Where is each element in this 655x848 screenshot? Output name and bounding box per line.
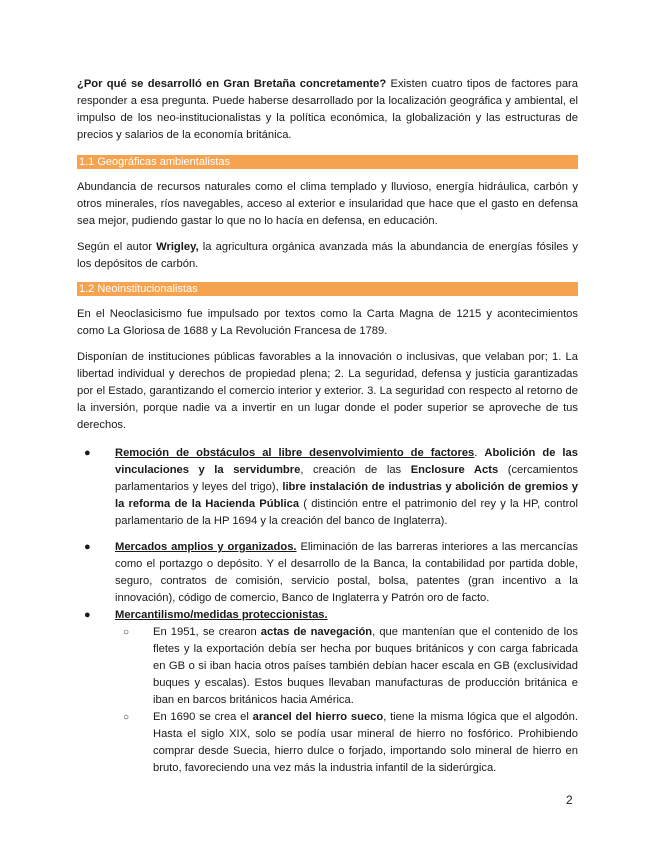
- bold-run: Abolición de las vinculaciones y la servidumbre: [115, 447, 578, 476]
- text-run: , tiene la misma lógica que el algodón. Hasta el siglo XIX, solo se podía usar mineral de hierro no fosfórico. Prohibiendo comprar desde Suecia, hierro dulce o forjado, importando solo mineral de hierro en bruto, favoreciendo una vez más la industria infantil de la siderúrgica.: [153, 711, 578, 774]
- text-run: , creación de las: [300, 464, 411, 476]
- bullet-title: Remoción de obstáculos al libre desenvolvimiento de factores: [115, 447, 475, 459]
- bold-run: libre instalación de industrias y abolición de gremios y la reforma de la Hacienda Pública: [115, 481, 579, 510]
- intro-text: Existen cuatro tipos de factores para responder a esa pregunta. Puede haberse desarrollado por la localización geográfica y ambiental, el impulso de los neo-institucionalistas y la política económica, la globalización y las estructuras de precios y salarios de la economía británica.: [77, 78, 578, 141]
- author-name: Wrigley,: [156, 241, 199, 253]
- bullet-title: Mercados amplios y organizados.: [115, 541, 297, 553]
- bold-run: actas de navegación: [260, 626, 373, 638]
- sub-item-arancel: [115, 709, 578, 777]
- list-item-mercados: [77, 539, 578, 607]
- geo-p2-end: la agricultura orgánica avanzada más la abundancia de energías fósiles y los depósitos de carbón.: [77, 241, 578, 270]
- section-heading-geograficas: 1.1 Geográficas ambientalistas: [77, 155, 578, 169]
- document-page: [77, 76, 578, 777]
- geo-paragraph-2: [77, 239, 578, 273]
- intro-question: ¿Por qué se desarrolló en Gran Bretaña concretamente?: [77, 78, 387, 90]
- sub-bullet-icon: ○: [123, 627, 130, 638]
- text-run: (cercamientos parlamentarios y leyes del trigo),: [115, 464, 578, 493]
- neo-paragraph-1: En el Neoclasicismo fue impulsado por textos como la Carta Magna de 1215 y acontecimientos como La Gloriosa de 1688 y La Revolución Francesa de 1789.: [77, 308, 578, 337]
- list-item-mercantilismo: [77, 607, 578, 624]
- geo-paragraph-1: Abundancia de recursos naturales como el clima templado y lluvioso, energía hidráulica, carbón y otros minerales, ríos navegables, acceso al exterior e insularidad que hace que el gasto en defensa sea mejor, pudiendo gastar lo que no lo hacía en defensa, en educación.: [77, 181, 578, 227]
- bold-run: arancel del hierro sueco: [252, 711, 384, 723]
- text-run: , que mantenían que el contenido de los fletes y la exportación debía ser hecha por buques británicos y con carga fabricada en GB o si iban hacia otros países también debían hacer escala en GB (exclusividad buques y escalas). Estos buques llevaban manufacturas de producción británica e iban en barcos británicos hacia América.: [153, 626, 578, 706]
- geo-p2-start: Según el autor: [77, 241, 157, 253]
- bullet-icon: ●: [84, 447, 91, 459]
- intro-paragraph: [77, 76, 578, 144]
- page-number: 2: [566, 793, 573, 807]
- text-run: .: [474, 447, 485, 459]
- bullet-title: Mercantilismo/medidas proteccionistas.: [115, 609, 328, 621]
- text-run: ( distinción entre el patrimonio del rey y la HP, control parlamentario de la HP 1694 y la creación del banco de Inglaterra).: [115, 498, 578, 527]
- bullet-text: Eliminación de las barreras interiores a las mercancías como el portazgo o depósito. Y el desarrollo de la Banca, la contabilidad por partida doble, seguro, contratos de comisión, servicio postal, bolsa, patentes (gran incentivo a la innovación), código de comercio, Banco de Inglaterra y Patrón oro de facto.: [115, 541, 578, 604]
- bullet-icon: ●: [84, 609, 91, 621]
- text-run: En 1951, se crearon: [153, 626, 261, 638]
- section-heading-neoinstitucionalistas: 1.2 Neoinstitucionalistas: [77, 282, 578, 296]
- bold-run: Enclosure Acts: [410, 464, 499, 476]
- sub-item-actas: [115, 624, 578, 709]
- list-item-remocion: [77, 445, 578, 530]
- bullet-icon: ●: [84, 541, 91, 553]
- sub-bullet-icon: ○: [123, 712, 130, 723]
- text-run: En 1690 se crea el: [153, 711, 253, 723]
- neo-paragraph-2: Disponían de instituciones públicas favorables a la innovación o inclusivas, que velaban por; 1. La libertad individual y derechos de propiedad plena; 2. La seguridad, defensa y justicia garantizadas por el Estado, garantizando el comercio interior y exterior. 3. La seguridad con respecto al retorno de la inversión, porque nadie va a invertir en un lugar donde el poder superior se aproveche de tus derechos.: [77, 351, 578, 431]
